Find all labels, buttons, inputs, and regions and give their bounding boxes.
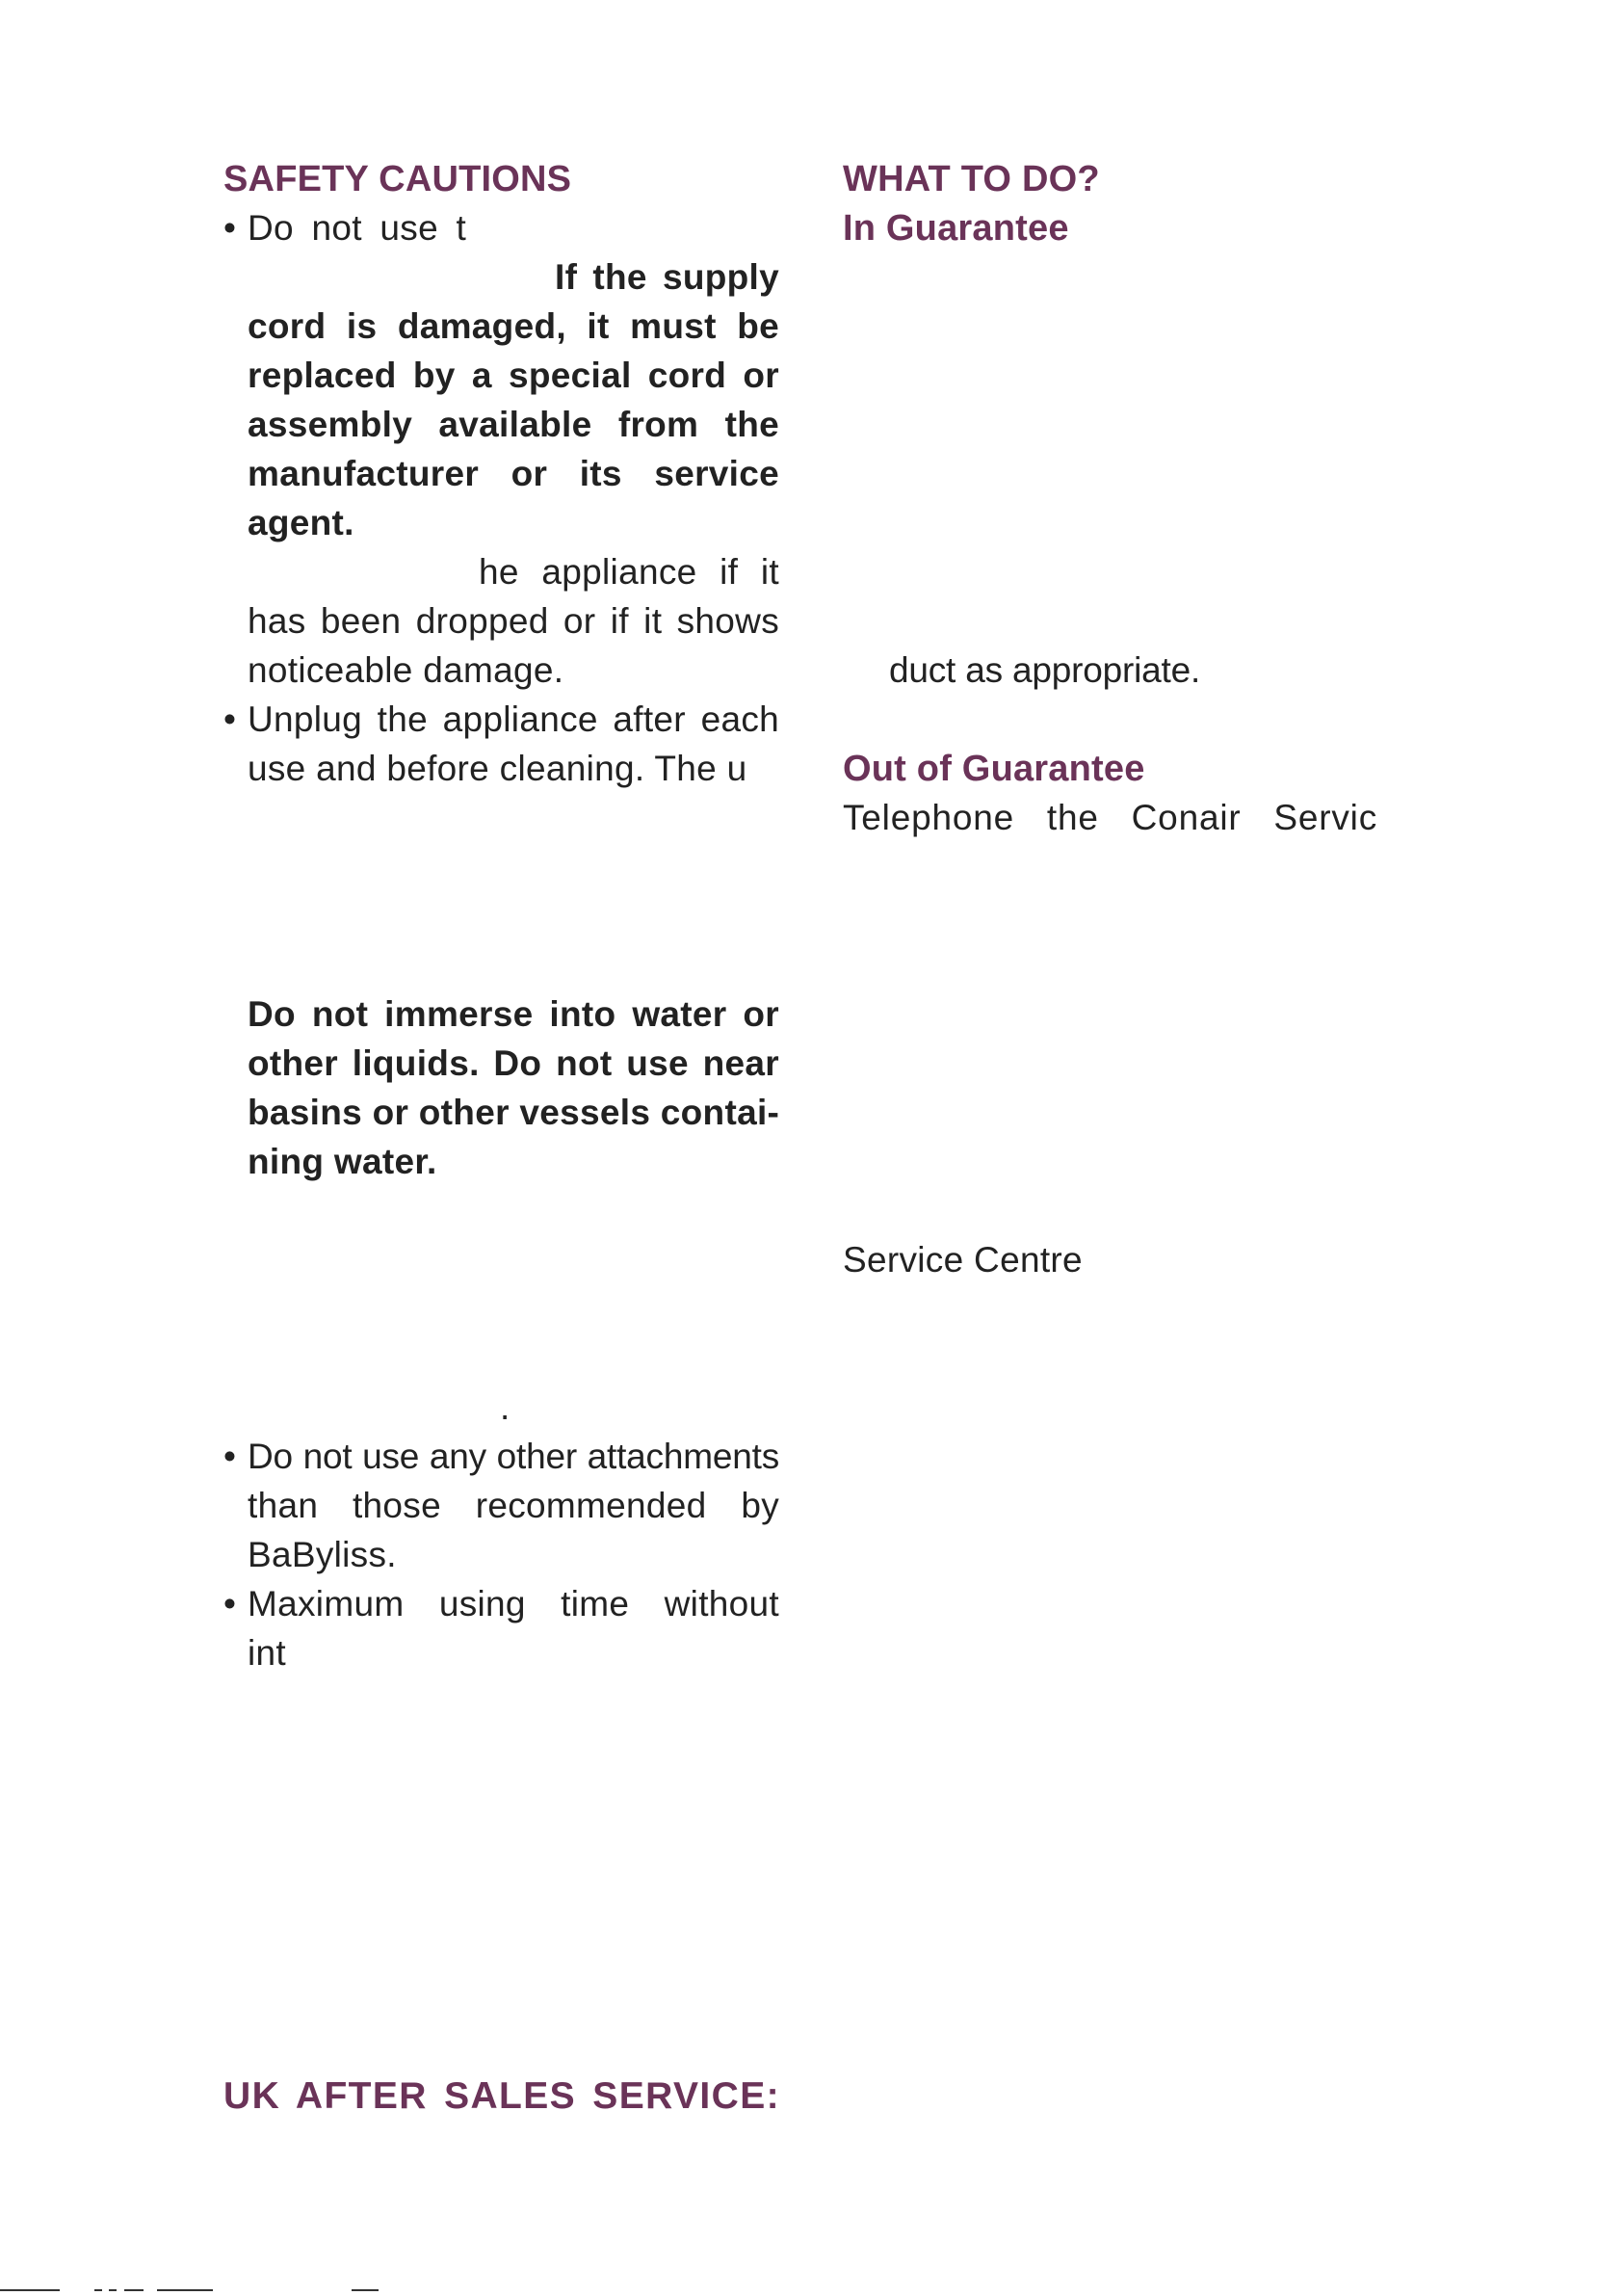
bullet2-line1: Unplug the appliance after each xyxy=(248,699,779,739)
in-guarantee-text: duct as appropriate. xyxy=(889,650,1201,690)
out-of-guarantee-text: Telephone the Conair Servic xyxy=(843,798,1377,837)
bullet1-line6: manufacturer or its service xyxy=(248,454,779,493)
bullet3-line2: than those recommended by xyxy=(248,1486,779,1525)
bullet3-line3: BaByliss. xyxy=(248,1535,397,1574)
bullet-dot: • xyxy=(223,1437,236,1476)
bullet1-line1: Do not use t xyxy=(248,208,467,248)
bullet1-line5: assembly available from the xyxy=(248,405,779,444)
bullet2-line4: other liquids. Do not use near xyxy=(248,1043,779,1083)
bullet2-period: . xyxy=(500,1387,510,1427)
bullet1-line4: replaced by a special cord or xyxy=(248,356,779,395)
footer-mark xyxy=(94,2289,102,2291)
bullet1-line7: agent. xyxy=(248,503,354,542)
bullet4-line1: Maximum using time without xyxy=(248,1584,779,1623)
what-to-do-heading: WHAT TO DO? xyxy=(843,159,1100,199)
bullet3-line1: Do not use any other attachments xyxy=(248,1437,779,1476)
bullet2-line5: basins or other vessels contai- xyxy=(248,1093,780,1132)
bullet2-line6: ning water. xyxy=(248,1142,437,1181)
bullet1-line8: he appliance if it xyxy=(479,552,779,592)
safety-cautions-heading: SAFETY CAUTIONS xyxy=(223,159,572,199)
footer-mark xyxy=(157,2289,213,2291)
bullet1-line3: cord is damaged, it must be xyxy=(248,306,779,346)
bullet1-line10: noticeable damage. xyxy=(248,650,564,690)
bullet-dot: • xyxy=(223,699,236,739)
out-of-guarantee-heading: Out of Guarantee xyxy=(843,749,1145,789)
footer-mark xyxy=(0,2289,60,2291)
bullet-dot: • xyxy=(223,208,236,248)
bullet2-line2: use and before cleaning. The u xyxy=(248,749,747,788)
in-guarantee-heading: In Guarantee xyxy=(843,208,1069,249)
footer-mark xyxy=(124,2289,144,2291)
bullet2-line3: Do not immerse into water or xyxy=(248,994,779,1034)
bullet-dot: • xyxy=(223,1584,236,1623)
service-centre-text: Service Centre xyxy=(843,1240,1083,1280)
bullet1-line9: has been dropped or if it shows xyxy=(248,601,779,641)
footer-mark xyxy=(109,2289,117,2291)
footer-mark xyxy=(352,2289,379,2291)
bullet4-line2: int xyxy=(248,1633,286,1673)
bullet1-line2: If the supply xyxy=(555,257,779,297)
uk-after-sales-heading: UK AFTER SALES SERVICE: xyxy=(223,2075,780,2117)
